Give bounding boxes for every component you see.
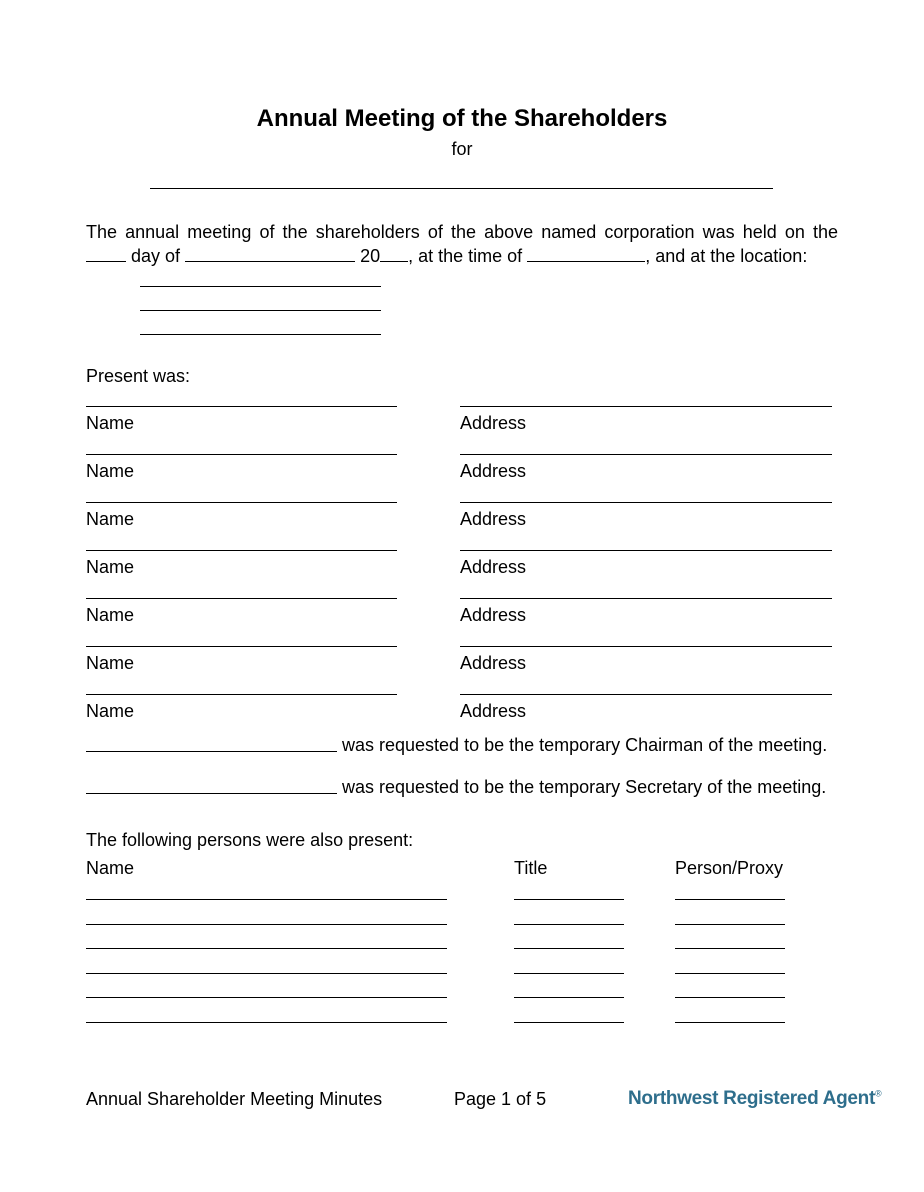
- also-title-line[interactable]: [514, 948, 624, 949]
- footer-document-name: Annual Shareholder Meeting Minutes: [86, 1089, 383, 1109]
- also-title-line[interactable]: [514, 924, 624, 925]
- chairman-text: was requested to be the temporary Chairman of the meeting.: [342, 735, 828, 755]
- also-name-line[interactable]: [86, 997, 447, 998]
- also-proxy-line[interactable]: [675, 899, 785, 900]
- location-line-1[interactable]: [140, 286, 381, 287]
- year-prefix-text: 20: [360, 246, 381, 266]
- present-address-label: Address: [460, 701, 527, 721]
- also-title-line[interactable]: [514, 973, 624, 974]
- brand-name: Northwest Registered Agent: [628, 1088, 875, 1109]
- present-name-label: Name: [86, 701, 135, 721]
- present-address-line[interactable]: [460, 406, 832, 407]
- location-text: , and at the location:: [645, 246, 808, 266]
- day-of-text: day of: [131, 246, 181, 266]
- secretary-line[interactable]: [86, 793, 337, 794]
- present-name-line[interactable]: [86, 550, 397, 551]
- present-address-label: Address: [460, 557, 527, 577]
- document-subtitle: for: [451, 139, 473, 159]
- also-present-header-name: Name: [86, 858, 135, 878]
- present-name-line[interactable]: [86, 502, 397, 503]
- also-name-line[interactable]: [86, 948, 447, 949]
- intro-line-2: [86, 244, 838, 268]
- footer-page-number: Page 1 of 5: [454, 1089, 547, 1109]
- month-blank[interactable]: [185, 247, 355, 262]
- present-name-line[interactable]: [86, 454, 397, 455]
- also-title-line[interactable]: [514, 899, 624, 900]
- chairman-line[interactable]: [86, 751, 337, 752]
- brand-logo: [628, 1088, 881, 1110]
- also-proxy-line[interactable]: [675, 924, 785, 925]
- also-name-line[interactable]: [86, 924, 447, 925]
- present-address-line[interactable]: [460, 646, 832, 647]
- also-proxy-line[interactable]: [675, 1022, 785, 1023]
- present-address-label: Address: [460, 509, 527, 529]
- also-present-header-proxy: Person/Proxy: [675, 858, 784, 878]
- document-title: Annual Meeting of the Shareholders: [256, 105, 668, 132]
- present-address-line[interactable]: [460, 598, 832, 599]
- corporation-name-line[interactable]: [150, 188, 773, 189]
- present-name-line[interactable]: [86, 646, 397, 647]
- also-name-line[interactable]: [86, 899, 447, 900]
- present-address-label: Address: [460, 605, 527, 625]
- location-line-2[interactable]: [140, 310, 381, 311]
- secretary-text: was requested to be the temporary Secretary of the meeting.: [342, 777, 827, 797]
- time-blank[interactable]: [527, 247, 645, 262]
- also-name-line[interactable]: [86, 973, 447, 974]
- present-address-label: Address: [460, 413, 527, 433]
- present-name-line[interactable]: [86, 598, 397, 599]
- present-address-label: Address: [460, 653, 527, 673]
- intro-line-1: The annual meeting of the shareholders of the above named corporation was held on the: [86, 222, 838, 242]
- also-proxy-line[interactable]: [675, 948, 785, 949]
- present-name-label: Name: [86, 557, 135, 577]
- present-name-line[interactable]: [86, 694, 397, 695]
- present-address-label: Address: [460, 461, 527, 481]
- present-name-label: Name: [86, 653, 135, 673]
- day-blank[interactable]: [86, 247, 126, 262]
- time-text: , at the time of: [408, 246, 523, 266]
- year-blank[interactable]: [380, 247, 408, 262]
- present-address-line[interactable]: [460, 502, 832, 503]
- present-address-line[interactable]: [460, 454, 832, 455]
- location-line-3[interactable]: [140, 334, 381, 335]
- also-title-line[interactable]: [514, 997, 624, 998]
- also-present-header-title: Title: [514, 858, 548, 878]
- present-label: Present was:: [86, 366, 191, 386]
- also-proxy-line[interactable]: [675, 997, 785, 998]
- present-name-label: Name: [86, 605, 135, 625]
- also-title-line[interactable]: [514, 1022, 624, 1023]
- also-present-label: The following persons were also present:: [86, 830, 414, 850]
- registered-mark: ®: [874, 1088, 882, 1099]
- also-proxy-line[interactable]: [675, 973, 785, 974]
- present-name-line[interactable]: [86, 406, 397, 407]
- present-name-label: Name: [86, 461, 135, 481]
- also-name-line[interactable]: [86, 1022, 447, 1023]
- present-address-line[interactable]: [460, 550, 832, 551]
- present-name-label: Name: [86, 413, 135, 433]
- present-address-line[interactable]: [460, 694, 832, 695]
- present-name-label: Name: [86, 509, 135, 529]
